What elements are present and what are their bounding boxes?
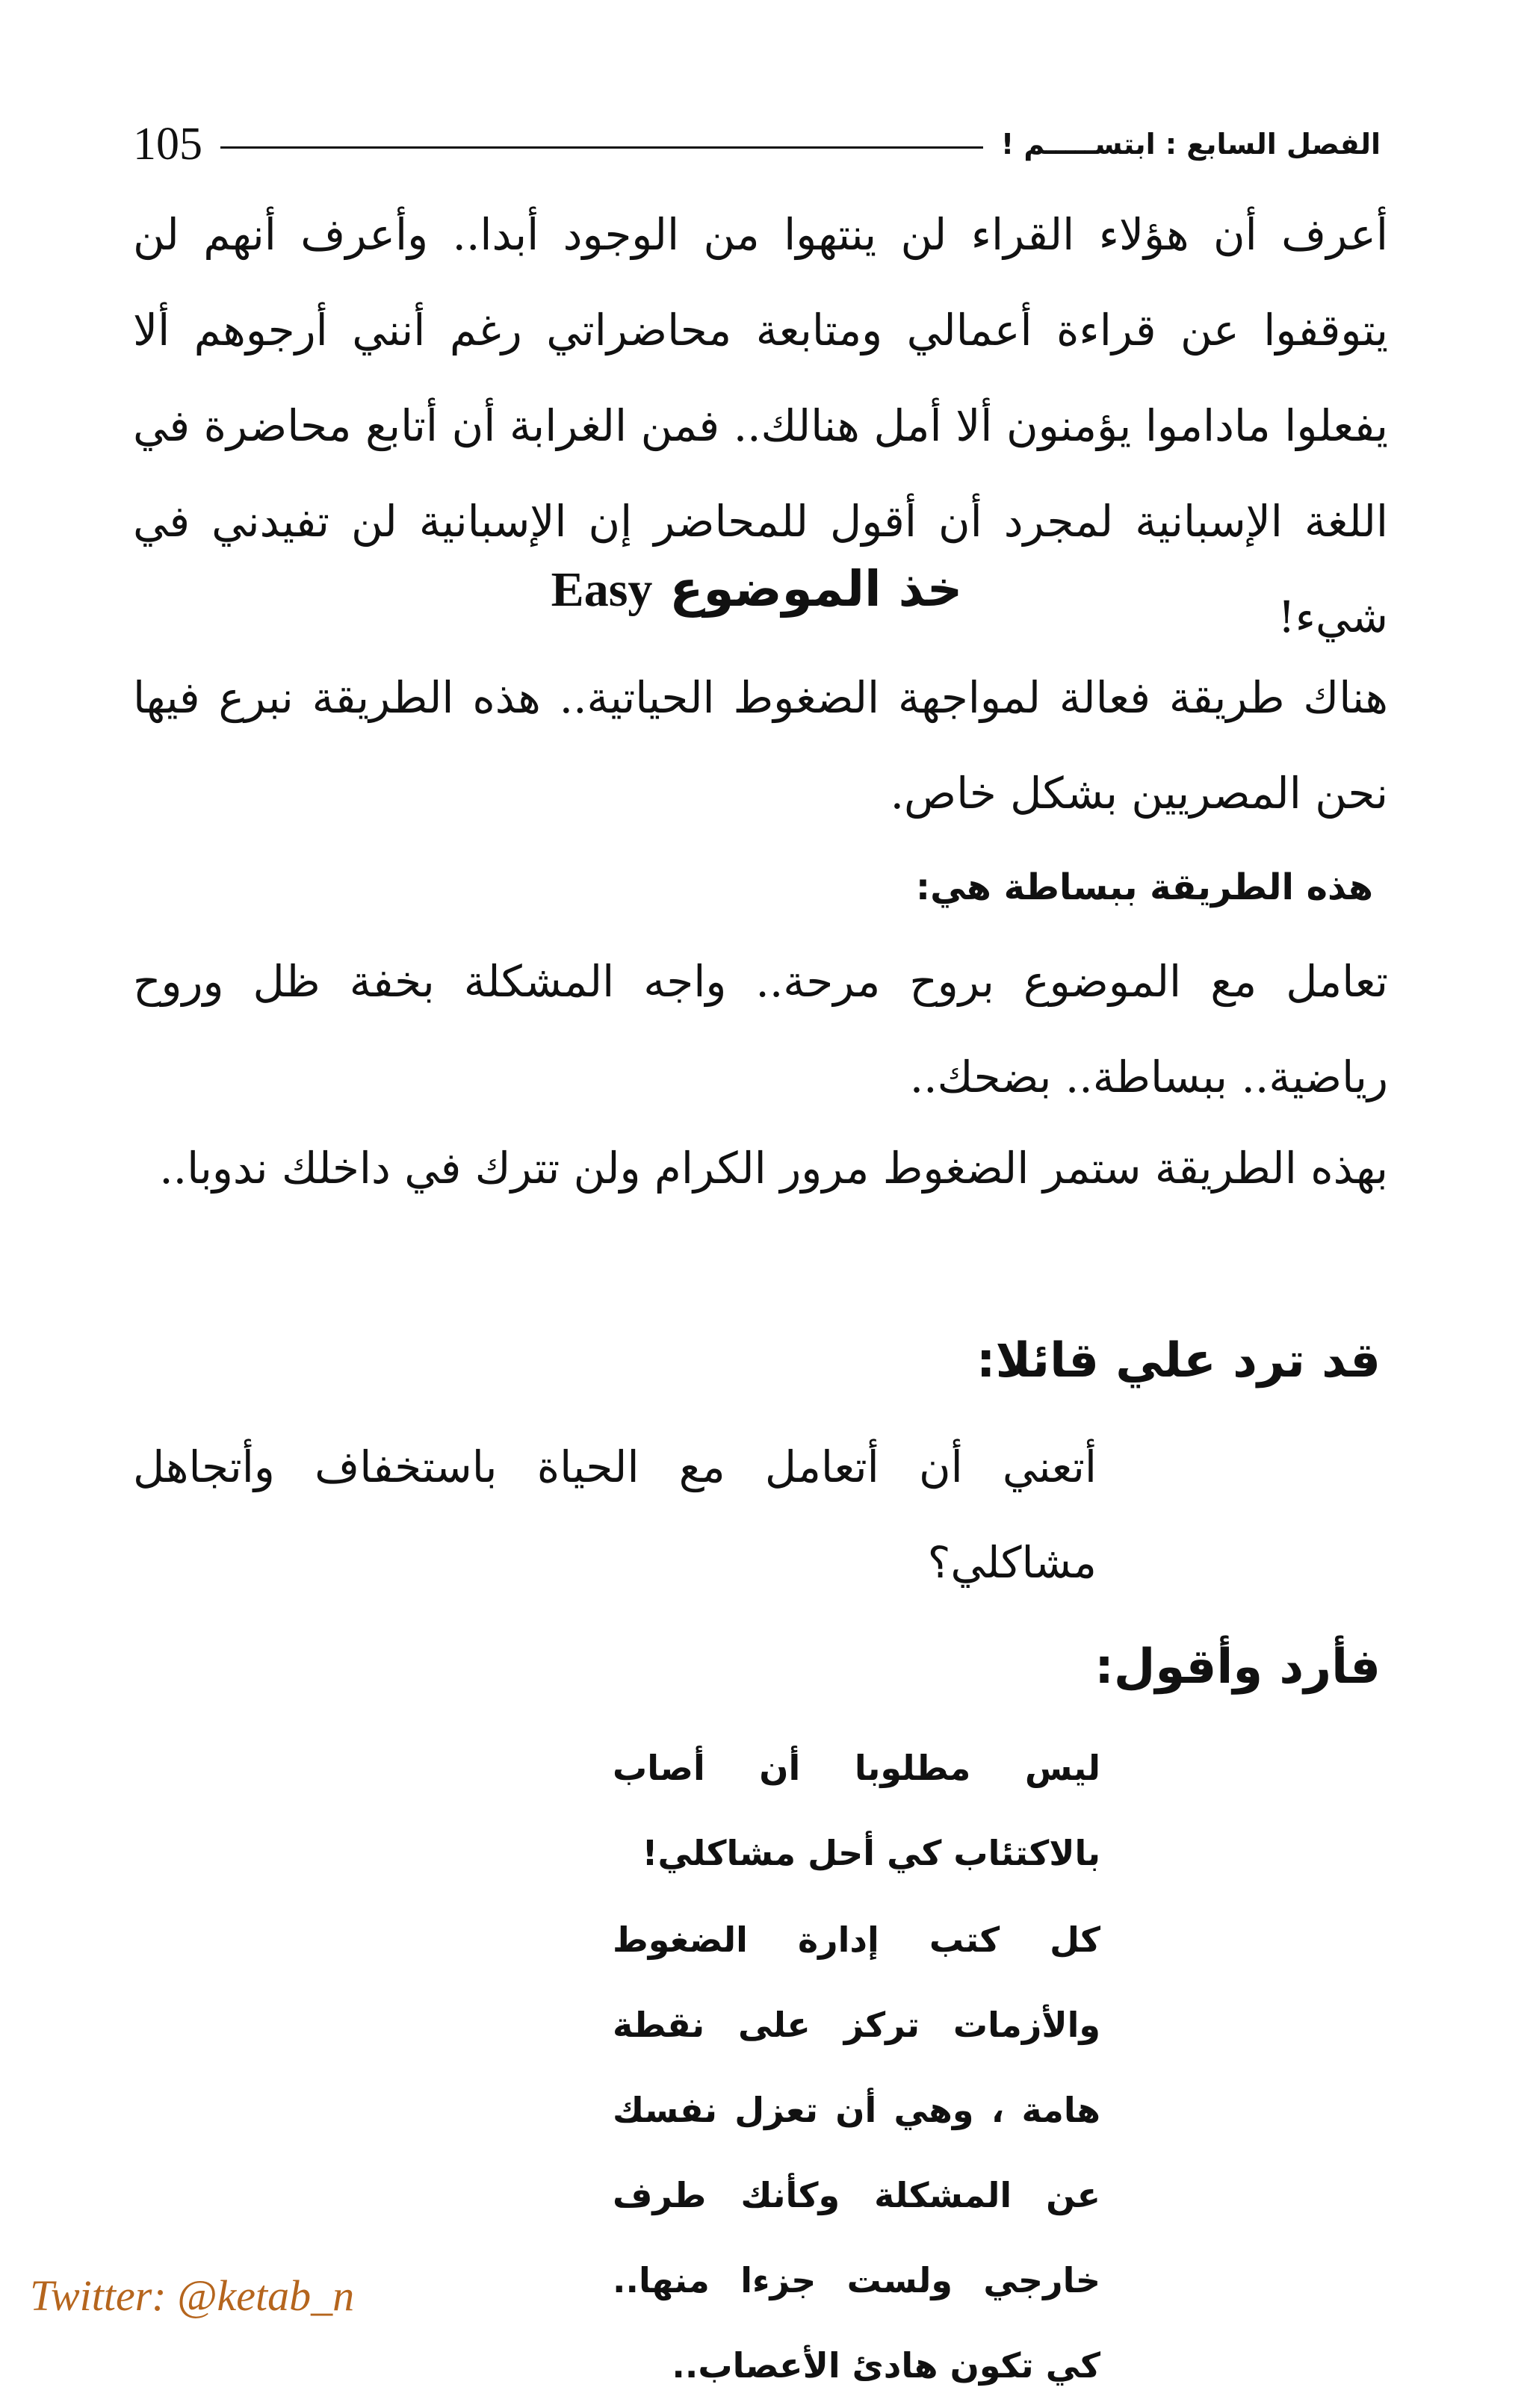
paragraph-method: هناك طريقة فعالة لمواجهة الضغوط الحياتية.. هذه الطريقة نبرع فيها نحن المصريين بشكل خاص.: [133, 672, 1388, 819]
section-heading-arabic: خذ الموضوع: [669, 560, 963, 618]
answer-heading: فأرد وأقول:: [1094, 1639, 1381, 1695]
watermark: Twitter: @ketab_n: [30, 2271, 355, 2320]
running-header: [133, 118, 1381, 170]
reply-heading: قد ترد علي قائلا:: [976, 1333, 1381, 1388]
question-text: أتعني أن أتعامل مع الحياة باستخفاف وأتجاهل مشاكلي؟: [133, 1442, 1097, 1588]
method-subheading: هذه الطريقة ببساطة هي:: [915, 866, 1373, 908]
section-heading: [133, 560, 1381, 618]
quote-depression: ليس مطلوبا أن أصاب بالاكتئاب كي أحل مشاكلي!: [613, 1748, 1100, 1873]
paragraph-result: بهذه الطريقة ستمر الضغوط مرور الكرام ولن تترك في داخلك ندوبا..: [159, 1143, 1388, 1194]
chapter-title: الفصل السابع : ابتســـــم !: [1000, 128, 1381, 161]
quote-stress-books: كل كتب إدارة الضغوط والأزمات تركز على نقطة هامة ، وهي أن تعزل نفسك عن المشكلة وكأنك طرف خارجي ولست جزءا منها.. كي تكون هادئ الأعصاب..: [613, 1920, 1100, 2386]
page-number: 105: [133, 118, 202, 170]
header-rule: [220, 146, 983, 149]
paragraph-intro: أعرف أن هؤلاء القراء لن ينتهوا من الوجود أبدا.. وأعرف أنهم لن يتوقفوا عن قراءة أعمالي ومتابعة محاضراتي رغم أنني أرجوهم ألا يفعلوا ماداموا يؤمنون ألا أمل هنالك.. فمن الغرابة أن أتابع محاضرة في اللغة الإسبانية لمجرد أن أقول للمحاضر إن الإسبانية لن تفيدني في شيء!: [133, 209, 1388, 642]
section-heading-latin: Easy: [551, 562, 653, 617]
paragraph-steps: تعامل مع الموضوع بروح مرحة.. واجه المشكلة بخفة ظل وروح رياضية.. ببساطة.. بضحك..: [133, 956, 1388, 1102]
